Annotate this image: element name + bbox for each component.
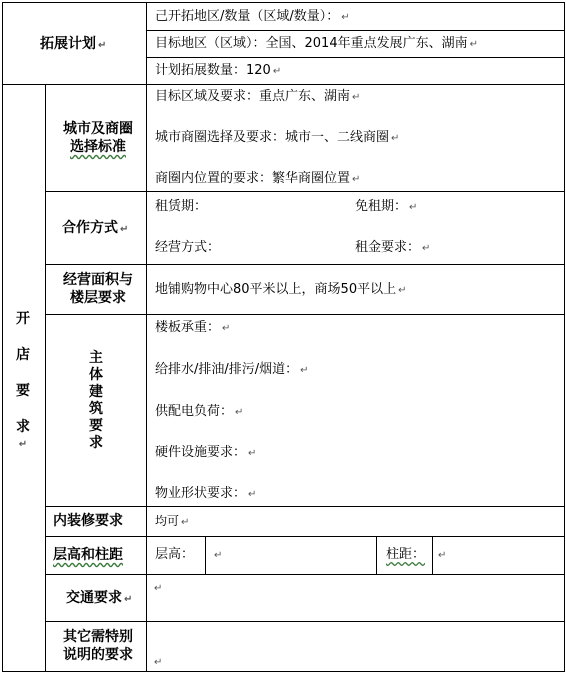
coop-free: 免租期： ↵ (355, 199, 418, 214)
divider-v-store (45, 84, 46, 672)
divider-h-building (45, 506, 565, 507)
divider-h-area (45, 314, 565, 315)
border-bottom (2, 671, 565, 672)
city-label: 城市及商圈 选择标准 (63, 121, 133, 155)
divider-h-decor (45, 536, 565, 537)
building-label: 主 体 建 筑 要 求 (89, 350, 103, 451)
city-line-district: 城市商圈选择及要求：城市一、二线商圈 ↵ (155, 130, 400, 145)
coop-mode: 经营方式： (155, 240, 221, 255)
divider-h-coop (45, 264, 565, 265)
divider-v-height-1 (205, 536, 206, 574)
height-floor-value: ↵ (214, 550, 223, 561)
height-floor: 层高： (155, 547, 195, 562)
traffic-label: 交通要求 ↵ (66, 590, 133, 606)
divider-h-plan-2 (146, 57, 565, 58)
coop-label: 合作方式 ↵ (62, 220, 129, 236)
height-label: 层高和柱距 (53, 547, 123, 563)
coop-lease: 租赁期： (155, 199, 208, 214)
other-value: ↵ (154, 657, 163, 668)
divider-h-height (45, 574, 565, 575)
border-top (2, 2, 565, 3)
city-line-region: 目标区域及要求：重点广东、湖南 ↵ (155, 89, 361, 104)
divider-h-plan-1 (146, 30, 565, 31)
building-line-drainage: 给排水/排油/排污/烟道： ↵ (155, 362, 309, 377)
plan-row-count: 计划拓展数量：120 ↵ (155, 63, 282, 78)
building-line-load: 楼板承重： ↵ (155, 320, 231, 335)
store-title: 开 店 要 求 ↵ (16, 311, 30, 450)
border-right (564, 2, 565, 672)
divider-v-main (146, 2, 147, 672)
plan-row-target: 目标地区（区域）：全国、2014年重点发展广东、湖南 ↵ (155, 36, 478, 51)
divider-h-traffic (45, 621, 565, 622)
divider-v-height-2 (376, 536, 377, 574)
other-label: 其它需特别 说明的要求 (63, 629, 133, 663)
building-line-power: 供配电负荷： ↵ (155, 404, 244, 419)
divider-h-city (45, 191, 565, 192)
divider-h-plan-end (2, 84, 565, 85)
decor-value: 均可 ↵ (155, 514, 190, 528)
traffic-value: ↵ (154, 583, 163, 594)
coop-rent: 租金要求： ↵ (355, 240, 431, 255)
border-left (2, 2, 3, 672)
divider-v-height-3 (432, 536, 433, 574)
height-column: 柱距： (386, 547, 426, 562)
building-line-hardware: 硬件设施要求： ↵ (155, 445, 257, 460)
area-text: 地铺购物中心80平米以上，商场50平以上 ↵ (155, 282, 407, 297)
building-line-property: 物业形状要求： ↵ (155, 486, 257, 501)
decor-label: 内装修要求 (53, 513, 123, 529)
area-label: 经营面积与 楼层要求 (63, 272, 133, 306)
height-column-value: ↵ (438, 550, 447, 561)
plan-row-existing: 己开拓地区/数量（区域/数量）： ↵ (155, 9, 350, 24)
plan-label: 拓展计划 ↵ (40, 36, 107, 52)
city-line-position: 商圈内位置的要求：繁华商圈位置 ↵ (155, 171, 361, 186)
